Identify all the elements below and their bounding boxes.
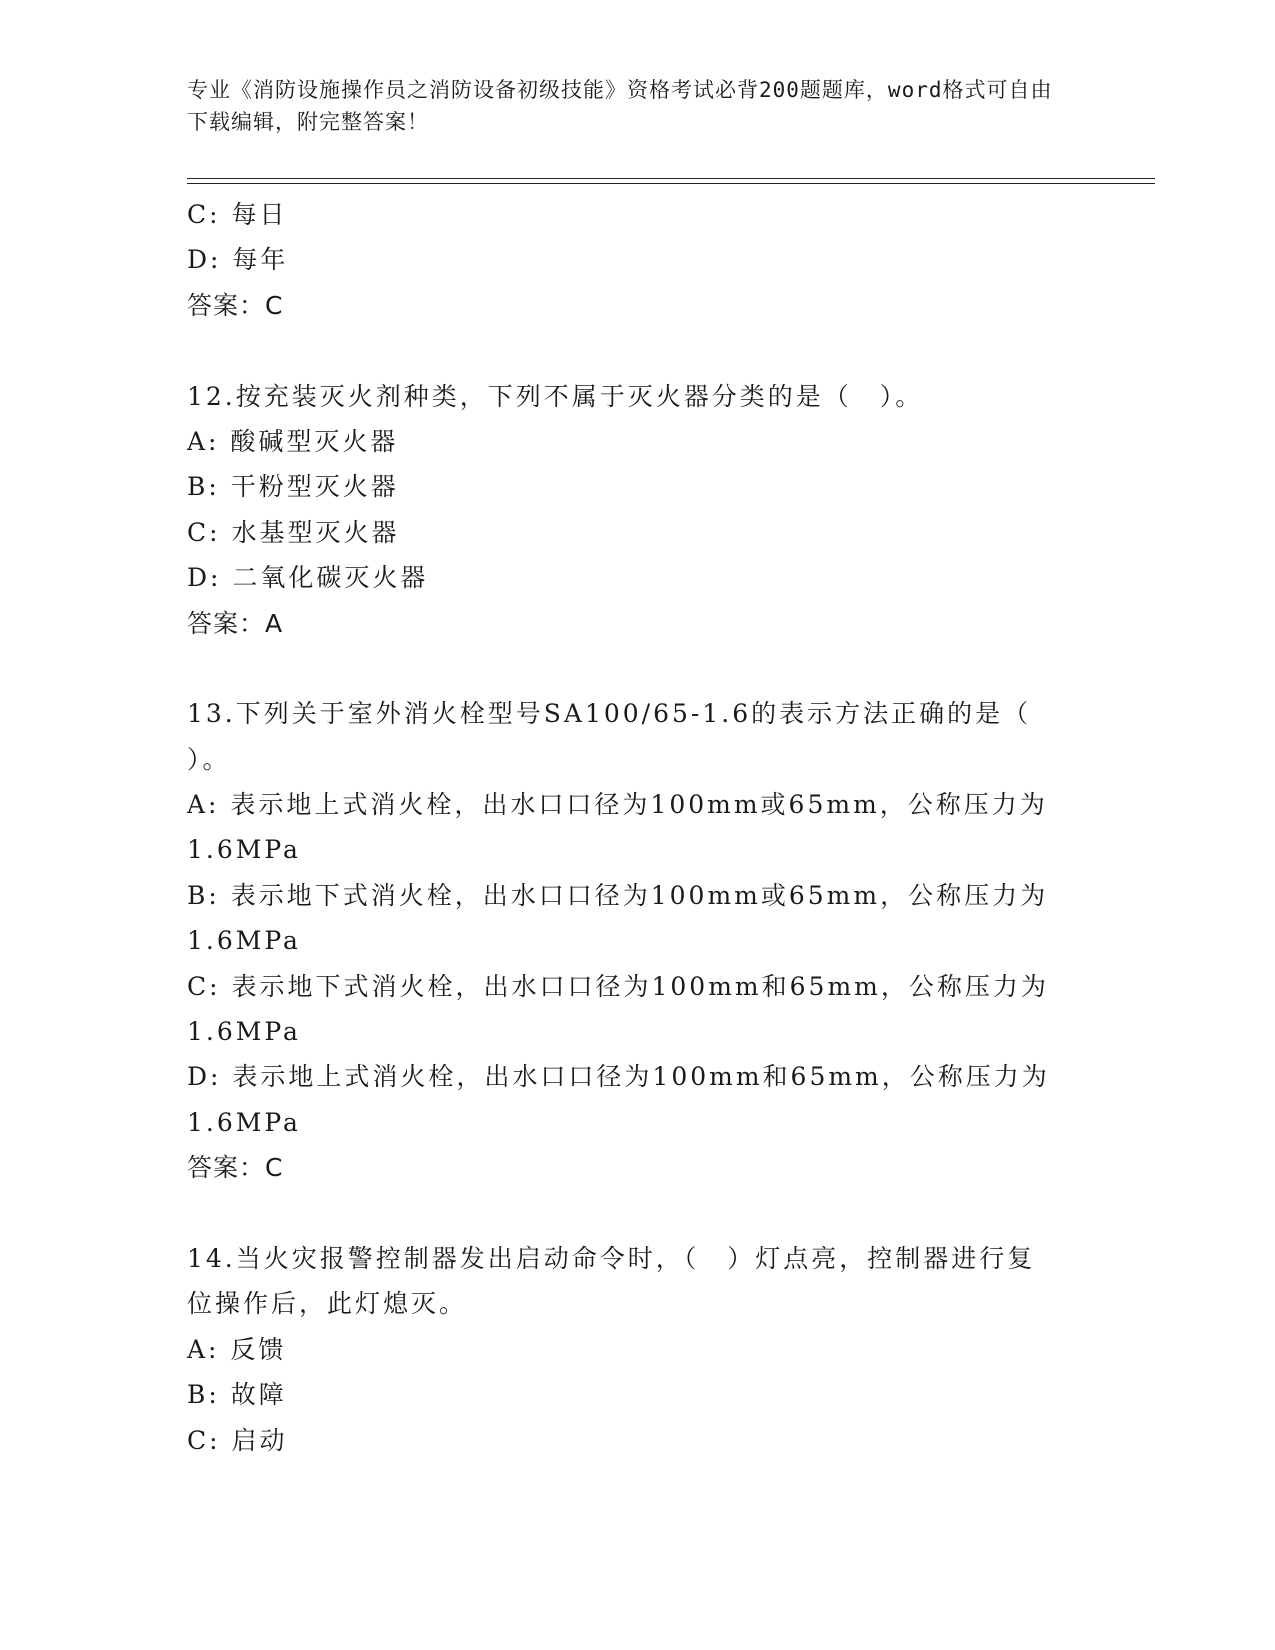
question-list bbox=[187, 192, 1087, 1463]
q12-answer: 答案：A bbox=[187, 608, 284, 638]
q13-option-d-cont: 1.6MPa bbox=[187, 1107, 301, 1137]
q12-question: 12.按充装灭火剂种类，下列不属于灭火器分类的是（ ）。 bbox=[187, 381, 924, 411]
header-divider-bottom bbox=[187, 183, 1155, 184]
q13-answer: 答案：C bbox=[187, 1153, 284, 1183]
spacer bbox=[187, 1191, 1087, 1236]
q12-option-d: D: 二氧化碳灭火器 bbox=[187, 563, 429, 593]
q12-option-b: B: 干粉型灭火器 bbox=[187, 472, 399, 502]
q13-question-line-1: 13.下列关于室外消火栓型号SA100/65-1.6的表示方法正确的是（ bbox=[187, 699, 1032, 729]
header-title: 专业《消防设施操作员之消防设备初级技能》资格考试必背200题题库，word格式可自由下载编辑，附完整答案！ bbox=[187, 78, 1053, 134]
q13-option-d: D: 表示地上式消火栓，出水口口径为100mm和65mm，公称压力为 bbox=[187, 1062, 1050, 1092]
q13-option-a-cont: 1.6MPa bbox=[187, 835, 301, 865]
q14-option-a: A: 反馈 bbox=[187, 1334, 287, 1364]
header-divider-top bbox=[187, 178, 1155, 179]
question-12 bbox=[187, 374, 1087, 646]
q12-option-a: A: 酸碱型灭火器 bbox=[187, 426, 399, 456]
spacer bbox=[187, 328, 1087, 373]
q14-option-c: C: 启动 bbox=[187, 1425, 288, 1455]
question-11 bbox=[187, 192, 1087, 328]
q13-option-a: A: 表示地上式消火栓，出水口口径为100mm或65mm，公称压力为 bbox=[187, 790, 1048, 820]
q14-question-line-2: 位操作后，此灯熄灭。 bbox=[187, 1289, 468, 1319]
q13-option-b-cont: 1.6MPa bbox=[187, 926, 301, 956]
q12-option-c: C: 水基型灭火器 bbox=[187, 517, 400, 547]
document-header bbox=[187, 74, 1067, 138]
q11-option-c: C: 每日 bbox=[187, 200, 288, 229]
q11-answer: 答案：C bbox=[187, 290, 284, 320]
question-13 bbox=[187, 691, 1087, 1190]
q13-option-c-cont: 1.6MPa bbox=[187, 1017, 301, 1047]
q13-question-line-2: ）。 bbox=[187, 744, 231, 774]
spacer bbox=[187, 646, 1087, 691]
q14-option-b: B: 故障 bbox=[187, 1380, 287, 1410]
question-14 bbox=[187, 1236, 1087, 1463]
q14-question-line-1: 14.当火灾报警控制器发出启动命令时，（ ）灯点亮，控制器进行复 bbox=[187, 1243, 1036, 1273]
q13-option-c: C: 表示地下式消火栓，出水口口径为100mm和65mm，公称压力为 bbox=[187, 971, 1049, 1001]
q11-option-d: D: 每年 bbox=[187, 245, 289, 275]
q13-option-b: B: 表示地下式消火栓，出水口口径为100mm或65mm，公称压力为 bbox=[187, 880, 1049, 910]
